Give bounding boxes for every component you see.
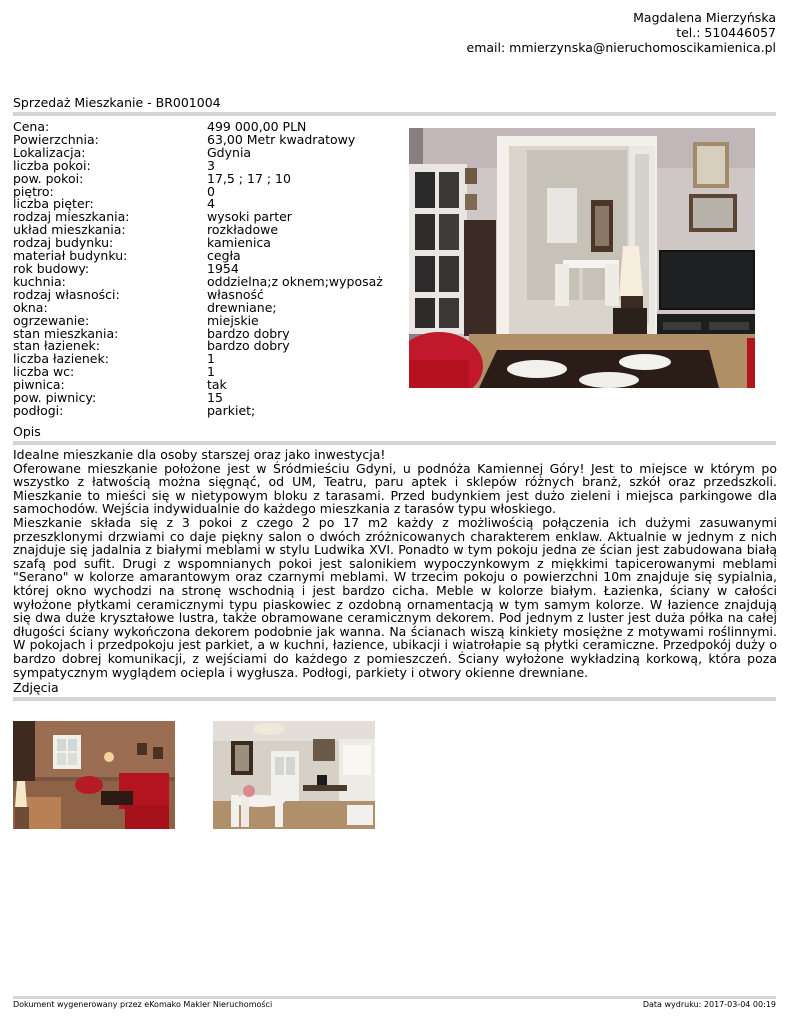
living-room-thumbnail xyxy=(13,721,175,829)
footer-print-date: Data wydruku: 2017-03-04 00:19 xyxy=(642,1000,776,1009)
param-row xyxy=(13,250,387,263)
param-label: liczba wc: xyxy=(13,366,75,380)
param-value: cegła xyxy=(207,250,241,263)
param-row xyxy=(13,353,387,366)
param-row xyxy=(13,237,387,250)
listing-params xyxy=(13,121,387,418)
param-row xyxy=(13,328,387,341)
param-row xyxy=(13,392,387,405)
param-label: materiał budynku: xyxy=(13,250,128,263)
param-value: rozkładowe xyxy=(207,224,279,238)
param-row xyxy=(13,289,387,302)
param-row xyxy=(13,263,387,276)
param-row xyxy=(13,405,387,418)
param-label: okna: xyxy=(13,301,48,315)
param-label: rodzaj mieszkania: xyxy=(13,211,130,225)
description-paragraph: Oferowane mieszkanie położone jest w Śródmieściu Gdyni, u podnóża Kamiennej Góry! Jest to miejsce w którym po wszystko z łatwością można sięgnąć, od UM, Teatru, paru aptek i sklepów różnych branż, szkół oraz przedszkoli. Mieszkanie to mieści się w nietypowym bloku z tarasami. Przed budynkiem jest dużo zieleni i miejsca parkingowe dla samochodów. Wejścia indywidualnie do każdego mieszkania z tarasów typu włoskiego. xyxy=(13,460,777,517)
param-label: piwnica: xyxy=(13,379,65,393)
param-label: Lokalizacja: xyxy=(13,146,86,160)
agent-contact xyxy=(467,10,777,55)
param-row xyxy=(13,340,387,353)
param-row xyxy=(13,224,387,237)
footer-generated-by: Dokument wygenerowany przez eKomako Makler Nieruchomości xyxy=(13,1000,273,1009)
listing-title: Sprzedaż Mieszkanie - BR001004 xyxy=(13,95,221,110)
param-value: wysoki parter xyxy=(207,211,292,225)
footer-divider xyxy=(13,996,776,999)
param-row xyxy=(13,121,387,134)
param-value: miejskie xyxy=(207,314,259,328)
param-label: rodzaj budynku: xyxy=(13,237,114,251)
param-label: rodzaj własności: xyxy=(13,288,120,302)
param-value: drewniane; xyxy=(207,301,277,315)
param-label: pow. piwnicy: xyxy=(13,392,97,405)
section-heading-opis: Opis xyxy=(13,424,41,439)
section-heading-photos: Zdjęcia xyxy=(13,680,59,695)
param-label: pow. pokoi: xyxy=(13,172,84,186)
living-room-photo xyxy=(409,128,755,388)
param-value: 1 xyxy=(207,366,215,380)
param-row xyxy=(13,211,387,224)
param-label: Powierzchnia: xyxy=(13,133,99,147)
param-row xyxy=(13,147,387,160)
param-label: rok budowy: xyxy=(13,262,90,276)
param-label: liczba pokoi: xyxy=(13,159,91,173)
opis-divider xyxy=(13,441,776,445)
photo-thumbnail[interactable] xyxy=(13,721,175,829)
param-row xyxy=(13,276,387,289)
agent-phone: tel.: 510446057 xyxy=(676,25,776,40)
param-value: własność xyxy=(207,288,264,302)
param-label: Cena: xyxy=(13,121,50,134)
param-value: 17,5 ; 17 ; 10 xyxy=(207,172,291,186)
param-value: 15 xyxy=(207,392,223,405)
param-label: piętro: xyxy=(13,185,54,199)
param-value: 1 xyxy=(207,353,215,367)
photo-thumbnail[interactable] xyxy=(213,721,375,829)
param-value: 4 xyxy=(207,198,215,212)
param-row xyxy=(13,302,387,315)
param-row xyxy=(13,186,387,199)
agent-email: email: mmierzynska@nieruchomoscikamienica.pl xyxy=(466,40,776,55)
listing-description xyxy=(13,448,777,679)
title-divider xyxy=(13,112,776,116)
param-label: liczba pięter: xyxy=(13,198,94,212)
description-paragraph: Idealne mieszkanie dla osoby starszej oraz jako inwestycja! xyxy=(13,447,386,462)
param-label: stan mieszkania: xyxy=(13,327,119,341)
param-row xyxy=(13,366,387,379)
param-row xyxy=(13,379,387,392)
param-value: kamienica xyxy=(207,237,271,251)
param-label: podłogi: xyxy=(13,404,64,418)
param-value: parkiet; xyxy=(207,404,256,418)
param-value: bardzo dobry xyxy=(207,327,290,341)
param-value: 63,00 Metr kwadratowy xyxy=(207,133,356,147)
param-value: 0 xyxy=(207,185,215,199)
param-row xyxy=(13,198,387,211)
param-value: bardzo dobry xyxy=(207,340,290,354)
param-value: tak xyxy=(207,379,227,393)
param-row xyxy=(13,315,387,328)
param-value: oddzielna;z oknem;wyposaż xyxy=(207,275,383,289)
param-row xyxy=(13,160,387,173)
agent-name: Magdalena Mierzyńska xyxy=(633,10,776,25)
main-photo[interactable] xyxy=(409,128,755,388)
param-label: ogrzewanie: xyxy=(13,314,90,328)
description-paragraph: Mieszkanie składa się z 3 pokoi z czego 2 po 17 m2 każdy z możliwością połączenia ich dużymi zasuwanymi przeszklonymi drzwiami co daje piękny salon o dwóch zróżnicowanych charakterem enklaw. Aktualnie w jednym z nich znajduje się jadalnia z białymi meblami w stylu Ludwika XVI. Ponadto w tym pokoju jedna ze ścian jest zabudowana białą szafą pod sufit. Drugi z wspomnianych pokoi jest salonikiem wypoczynkowym z miękkimi tapicerowanymi meblami "Serano" w kolorze amarantowym oraz czarnymi meblami. W trzecim pokoju o powierzchni 10m znajduje się sypialnia, której okno wychodzi na stronę wschodnią i jest bardzo cicha. Meble w kolorze białym. Łazienka, ściany w całości wyłożone płytkami ceramicznymi typu piaskowiec z ozdobną ornamentacją w tym samym kolorze. W łazience znajdują się dwa duże kryształowe lustra, także obramowane ceramicznym dekorem. Pod jednym z luster jest duża półka na całej długości ściany wykończona dekorem podobnie jak wanna. Na ścianach wiszą kinkiety mosiężne z motywami roślinnymi. W pokojach i przedpokoju jest parkiet, a w kuchni, łazience, ubikacji i wiatrołapie są płytki ceramiczne. Przedpokój duży o bardzo dobrej komunikacji, z wejściami do każdego z pomieszczeń. Ściany wyłożone wykładziną korkową, która poza sympatycznym wyglądem ociepla i wygłusza. Podłogi, parkiety i otwory okienne drewniane. xyxy=(13,514,777,680)
param-value: 3 xyxy=(207,159,215,173)
dining-room-thumbnail xyxy=(213,721,375,829)
photos-divider xyxy=(13,697,776,701)
param-row xyxy=(13,134,387,147)
param-value: Gdynia xyxy=(207,146,252,160)
param-label: liczba łazienek: xyxy=(13,353,109,367)
param-row xyxy=(13,173,387,186)
param-value: 1954 xyxy=(207,262,239,276)
param-label: układ mieszkania: xyxy=(13,224,126,238)
param-value: 499 000,00 PLN xyxy=(207,121,307,134)
param-label: stan łazienek: xyxy=(13,340,100,354)
param-label: kuchnia: xyxy=(13,275,66,289)
